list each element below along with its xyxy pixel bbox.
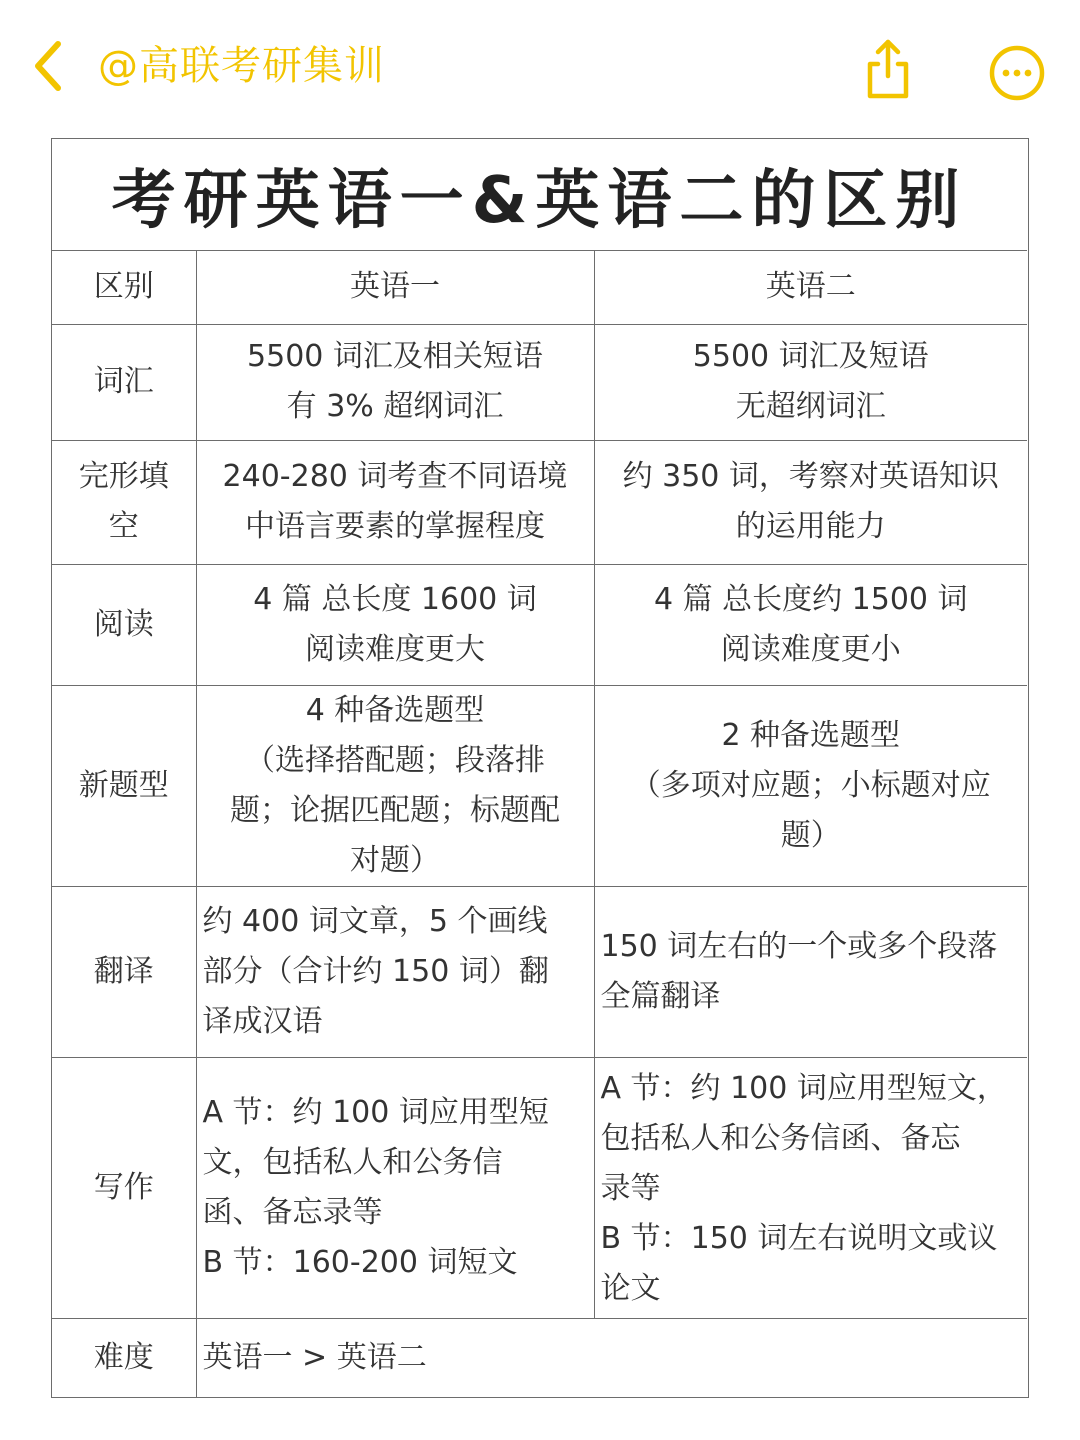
cell-line: 无超纲词汇: [735, 389, 886, 424]
cell-line: 5500 词汇及短语: [692, 339, 929, 374]
header-english1: 英语一: [196, 250, 594, 324]
table-title: 考研英语一&英语二的区别: [111, 163, 968, 238]
cell-line: 题；论据匹配题；标题配: [230, 792, 560, 828]
cell-line: 5500 词汇及相关短语: [247, 339, 543, 374]
cell-line: 题）: [780, 817, 841, 853]
table-title-row: [52, 139, 1027, 251]
cell-line: 150 词左右的一个或多个段落: [600, 928, 998, 964]
english1-cell: [196, 886, 594, 1057]
chevron-left-icon: [30, 40, 64, 92]
table-row-vocabulary: [52, 324, 1027, 440]
share-button[interactable]: [858, 36, 918, 102]
cell-line: 约 400 词文章，5 个画线: [202, 903, 548, 939]
row-label: 新题型: [52, 685, 196, 886]
row-label: 翻译: [52, 886, 196, 1057]
table-row-new-question-type: [52, 685, 1027, 886]
cell-line: 4 篇 总长度约 1500 词: [653, 581, 968, 617]
cell-line: 4 篇 总长度 1600 词: [253, 581, 537, 617]
english2-cell: [594, 564, 1027, 685]
cell-line: （选择搭配题；段落排: [245, 742, 545, 778]
cell-line: 论文: [600, 1270, 661, 1306]
back-button[interactable]: [22, 36, 72, 96]
english2-cell: [594, 685, 1027, 886]
cell-line: 对题）: [350, 842, 440, 878]
cell-line: 约 350 词，考察对英语知识: [622, 459, 999, 494]
more-button[interactable]: [986, 42, 1048, 104]
cell-line: 全篇翻译: [600, 978, 721, 1014]
top-bar: [0, 0, 1080, 138]
cell-line: 函、备忘录等: [202, 1194, 383, 1230]
cell-line: 阅读难度更小: [720, 631, 901, 667]
account-name[interactable]: @高联考研集训: [98, 43, 385, 89]
table-row-reading: [52, 564, 1027, 685]
cell-line: 录等: [600, 1170, 661, 1206]
row-label: 写作: [52, 1057, 196, 1318]
cell-line: 的运用能力: [735, 509, 886, 544]
english1-cell: [196, 440, 594, 564]
cell-line: A 节：约 100 词应用型短: [202, 1094, 549, 1130]
cell-line: 文，包括私人和公务信: [202, 1144, 503, 1180]
comparison-table: [51, 138, 1029, 1398]
share-icon: [862, 38, 914, 100]
cell-line: 译成汉语: [202, 1003, 323, 1039]
english2-cell: [594, 886, 1027, 1057]
header-category: 区别: [52, 250, 196, 324]
english2-cell: [594, 324, 1027, 440]
english1-cell: [196, 564, 594, 685]
row-label: 阅读: [52, 564, 196, 685]
header-row: [52, 250, 1027, 324]
cell-line: 部分（合计约 150 词）翻: [202, 953, 549, 989]
header-english2: 英语二: [594, 250, 1027, 324]
row-label: [52, 440, 196, 564]
row-label-line: 空: [108, 509, 139, 544]
cell-line: B 节：150 词左右说明文或议: [600, 1220, 998, 1256]
row-label: 词汇: [52, 324, 196, 440]
table-row-difficulty: [52, 1318, 1027, 1398]
cell-line: 阅读难度更大: [305, 631, 485, 667]
table-row-translation: [52, 886, 1027, 1057]
more-dots-icon: [988, 44, 1046, 102]
cell-line: 有 3% 超纲词汇: [286, 389, 504, 424]
table-row-writing: [52, 1057, 1027, 1318]
english1-cell: [196, 685, 594, 886]
cell-line: 中语言要素的掌握程度: [245, 509, 545, 544]
table-row-cloze: [52, 440, 1027, 564]
cell-line: 4 种备选题型: [305, 692, 485, 728]
english1-cell: [196, 1057, 594, 1318]
row-label-line: 完形填: [78, 459, 169, 494]
english1-cell: [196, 324, 594, 440]
cell-line: 240-280 词考查不同语境: [222, 459, 568, 494]
english2-cell: [594, 1057, 1027, 1318]
cell-line: B 节：160-200 词短文: [202, 1244, 518, 1280]
cell-line: 包括私人和公务信函、备忘: [600, 1120, 961, 1156]
cell-line: （多项对应题；小标题对应: [630, 767, 991, 803]
comparison-grid: [52, 250, 1027, 1398]
row-label: 难度: [52, 1318, 196, 1398]
cell-line: 2 种备选题型: [721, 717, 901, 753]
english2-cell: [594, 440, 1027, 564]
cell-line: A 节：约 100 词应用型短文，: [600, 1070, 1007, 1106]
difficulty-summary: 英语一 > 英语二: [196, 1318, 1027, 1398]
